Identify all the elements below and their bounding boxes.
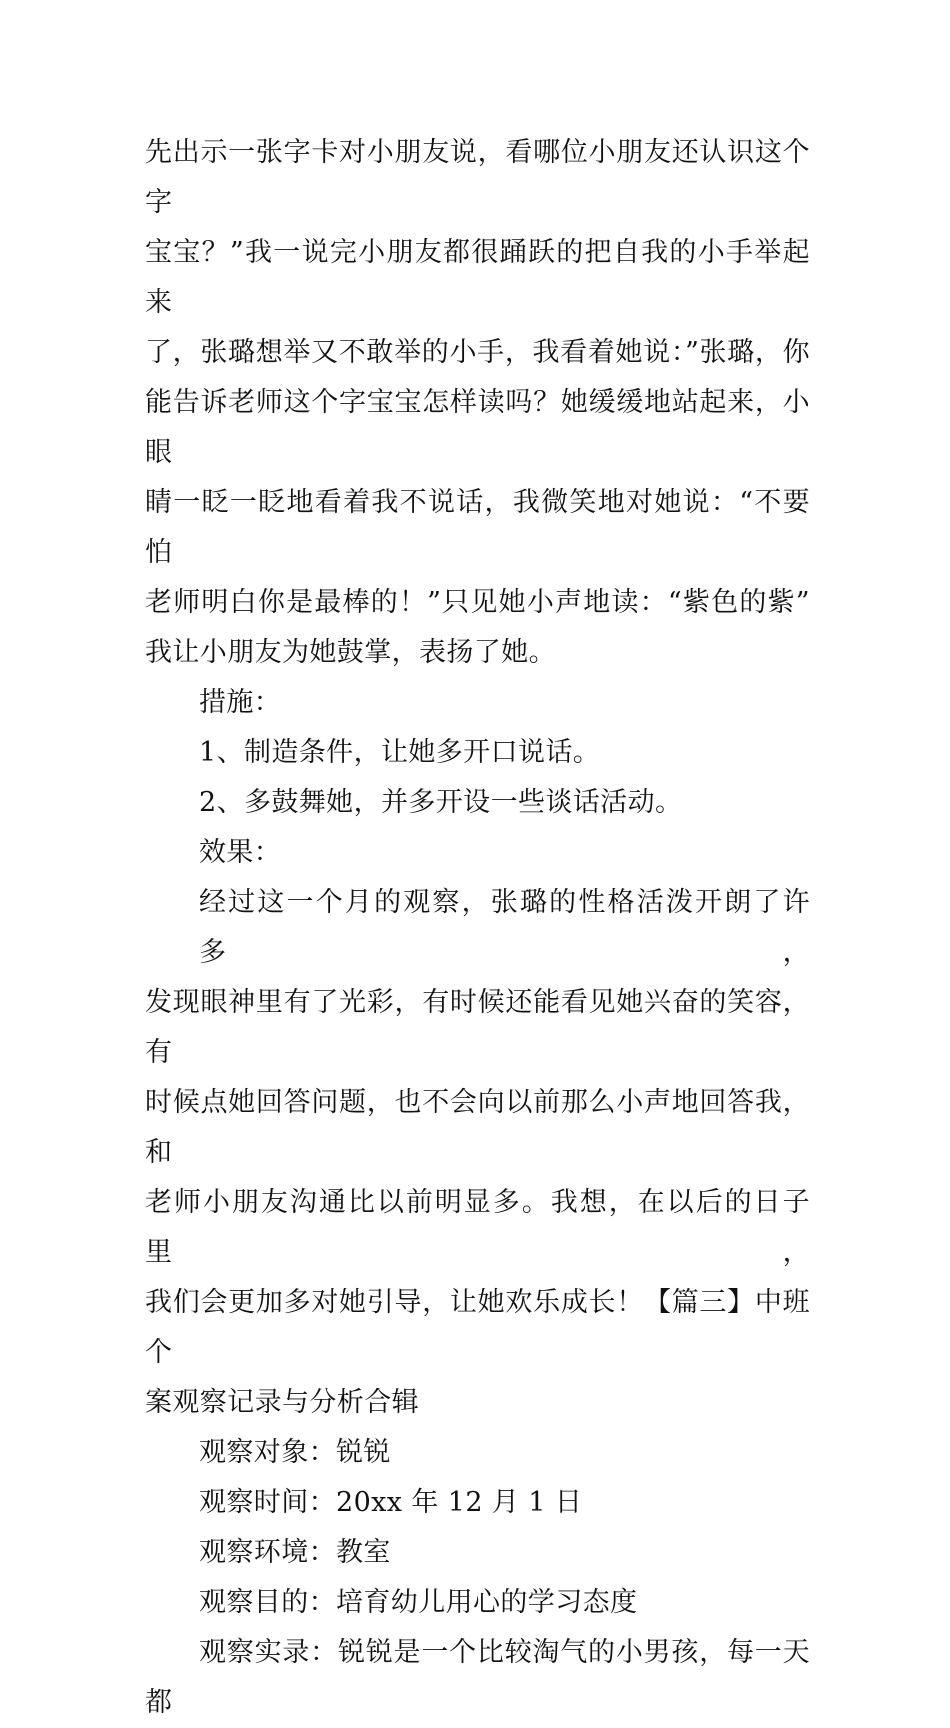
measure-item-1: 1、制造条件，让她多开口说话。 <box>199 737 601 768</box>
text-line: 经过这一个月的观察，张璐的性格活泼开朗了许多， <box>199 887 810 968</box>
measure-item-2: 2、多鼓舞她，并多开设一些谈话活动。 <box>199 787 683 818</box>
paragraph-observation-story <box>145 128 810 678</box>
observation-environment: 观察环境：教室 <box>199 1537 391 1568</box>
text-line: 案观察记录与分析合辑 <box>145 1387 419 1418</box>
text-line: 我让小朋友为她鼓掌，表扬了她。 <box>145 637 556 668</box>
effect-heading: 效果： <box>199 837 282 868</box>
document-body <box>145 128 810 1728</box>
text-line: 先出示一张字卡对小朋友说，看哪位小朋友还认识这个字 <box>145 137 810 218</box>
text-line: 能告诉老师这个字宝宝怎样读吗？她缓缓地站起来，小眼 <box>145 387 810 468</box>
text-line: 时候点她回答问题，也不会向以前那么小声地回答我，和 <box>145 1087 810 1168</box>
paragraph-effect <box>145 878 810 1428</box>
text-line: 宝宝？”我一说完小朋友都很踊跃的把自我的小手举起来 <box>145 237 810 318</box>
text-line: 睛一眨一眨地看着我不说话，我微笑地对她说：“不要怕 <box>145 487 810 568</box>
text-line: 老师小朋友沟通比以前明显多。我想，在以后的日子里， <box>145 1187 810 1268</box>
measures-heading: 措施： <box>199 687 282 718</box>
text-line: 我们会更加多对她引导，让她欢乐成长！【篇三】中班个 <box>145 1287 810 1368</box>
observation-time: 观察时间：20xx 年 12 月 1 日 <box>199 1487 583 1518</box>
observation-record: 观察实录：锐锐是一个比较淘气的小男孩，每一天都 <box>145 1637 810 1718</box>
text-line: 老师明白你是最棒的！”只见她小声地读：“紫色的紫” <box>145 587 810 618</box>
observation-subject: 观察对象：锐锐 <box>199 1437 391 1468</box>
text-line: 发现眼神里有了光彩，有时候还能看见她兴奋的笑容，有 <box>145 987 810 1068</box>
observation-goal: 观察目的：培育幼儿用心的学习态度 <box>199 1587 638 1618</box>
text-line: 了，张璐想举又不敢举的小手，我看着她说：”张璐，你 <box>145 337 810 368</box>
